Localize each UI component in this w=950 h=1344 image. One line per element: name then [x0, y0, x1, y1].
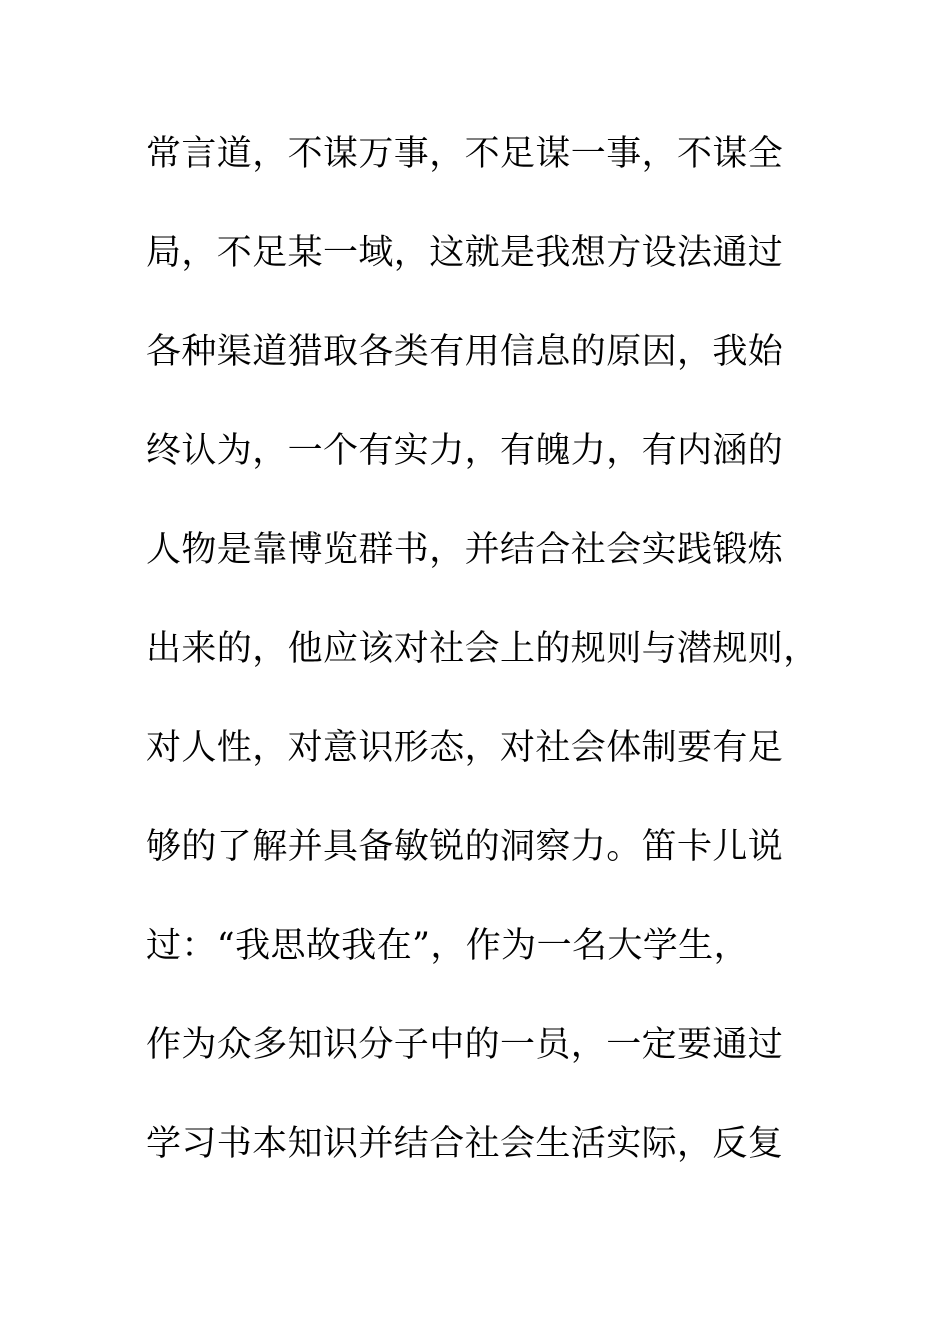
text-line: 出来的，他应该对社会上的规则与潜规则， [146, 629, 819, 669]
text-line: 对人性，对意识形态，对社会体制要有足 [146, 728, 784, 768]
text-line: 够的了解并具备敏锐的洞察力。笛卡儿说 [146, 827, 784, 867]
text-line: 过：“我思故我在”，作为一名大学生， [146, 926, 749, 966]
text-line: 局，不足某一域，这就是我想方设法通过 [146, 233, 784, 273]
text-line: 常言道，不谋万事，不足谋一事，不谋全 [146, 134, 784, 174]
text-line: 学习书本知识并结合社会生活实际，反复 [146, 1124, 784, 1164]
text-line: 终认为，一个有实力，有魄力，有内涵的 [146, 431, 784, 471]
text-line: 人物是靠博览群书，并结合社会实践锻炼 [146, 530, 784, 570]
body-text [146, 124, 826, 1213]
text-line: 各种渠道猎取各类有用信息的原因，我始 [146, 332, 784, 372]
text-line: 作为众多知识分子中的一员，一定要通过 [146, 1025, 784, 1065]
